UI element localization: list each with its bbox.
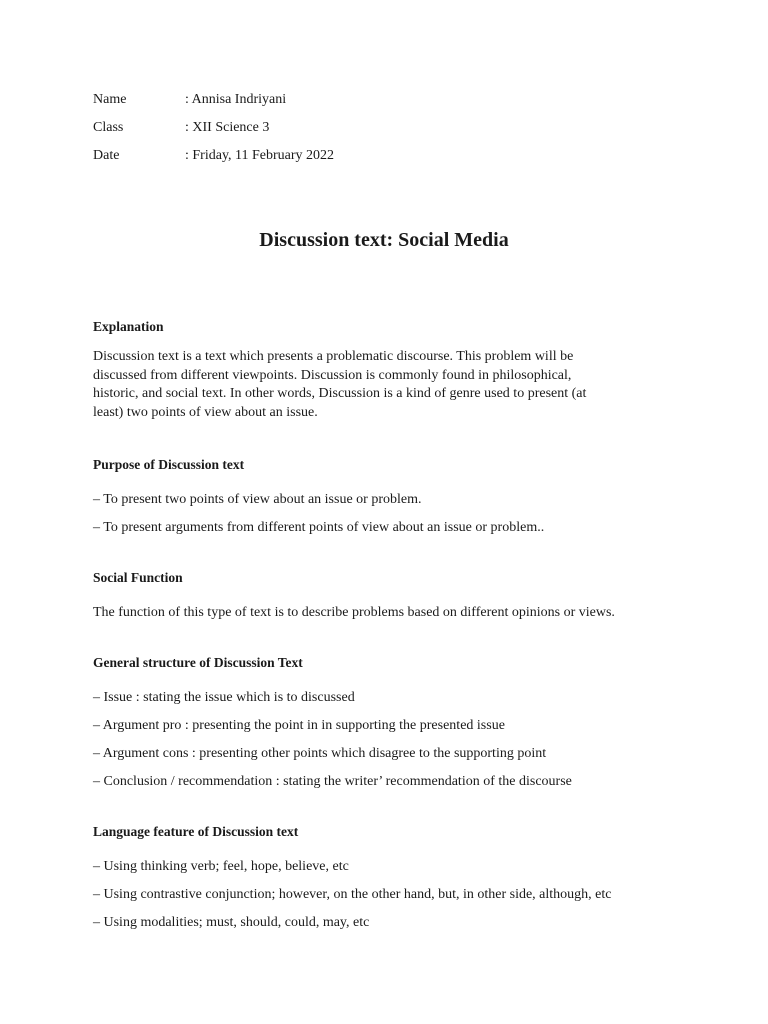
section-social-function xyxy=(93,567,683,627)
info-label-date: Date xyxy=(93,148,120,163)
explanation-line: Discussion text is a text which presents a problematic discourse. This problem will be xyxy=(93,349,574,364)
list-item: – Argument cons : presenting other points which disagree to the supporting point xyxy=(93,746,547,761)
list-item: – To present two points of view about an issue or problem. xyxy=(93,492,422,507)
info-row-date xyxy=(93,142,334,170)
info-label-class: Class xyxy=(93,120,124,135)
spacer xyxy=(93,796,683,821)
list-item: – Using modalities; must, should, could, may, etc xyxy=(93,915,370,930)
list-item: – To present arguments from different points of view about an issue or problem.. xyxy=(93,520,545,535)
section-purpose xyxy=(93,454,683,542)
heading-language: Language feature of Discussion text xyxy=(93,824,299,839)
explanation-line: historic, and social text. In other words, Discussion is a kind of genre used to present (at xyxy=(93,386,587,401)
section-explanation xyxy=(93,316,683,422)
spacer xyxy=(93,627,683,652)
info-value-date: : Friday, 11 February 2022 xyxy=(185,148,335,163)
info-row-name xyxy=(93,86,334,114)
list-item: – Using thinking verb; feel, hope, believe, etc xyxy=(93,859,349,874)
student-info xyxy=(93,86,334,170)
heading-purpose: Purpose of Discussion text xyxy=(93,457,245,472)
heading-social-function: Social Function xyxy=(93,570,183,585)
info-label-name: Name xyxy=(93,92,127,107)
info-row-class xyxy=(93,114,334,142)
list-item: – Issue : stating the issue which is to discussed xyxy=(93,690,355,705)
explanation-line: discussed from different viewpoints. Discussion is commonly found in philosophical, xyxy=(93,367,572,383)
social-function-text: The function of this type of text is to describe problems based on different opinions or views. xyxy=(93,605,615,620)
list-item: – Conclusion / recommendation : stating the writer’ recommendation of the discourse xyxy=(93,774,572,789)
list-item: – Using contrastive conjunction; however, on the other hand, but, in other side, although, etc xyxy=(93,887,612,902)
info-value-class: : XII Science 3 xyxy=(185,120,270,135)
list-item: – Argument pro : presenting the point in in supporting the presented issue xyxy=(93,718,505,733)
section-structure xyxy=(93,652,683,796)
info-value-name: : Annisa Indriyani xyxy=(185,92,287,107)
spacer xyxy=(93,542,683,567)
spacer xyxy=(93,422,683,454)
section-language xyxy=(93,821,683,937)
heading-explanation: Explanation xyxy=(93,319,164,334)
document-title: Discussion text: Social Media xyxy=(259,229,509,251)
document-body xyxy=(93,316,683,937)
heading-structure: General structure of Discussion Text xyxy=(93,655,303,670)
explanation-line: least) two points of view about an issue. xyxy=(93,404,318,420)
